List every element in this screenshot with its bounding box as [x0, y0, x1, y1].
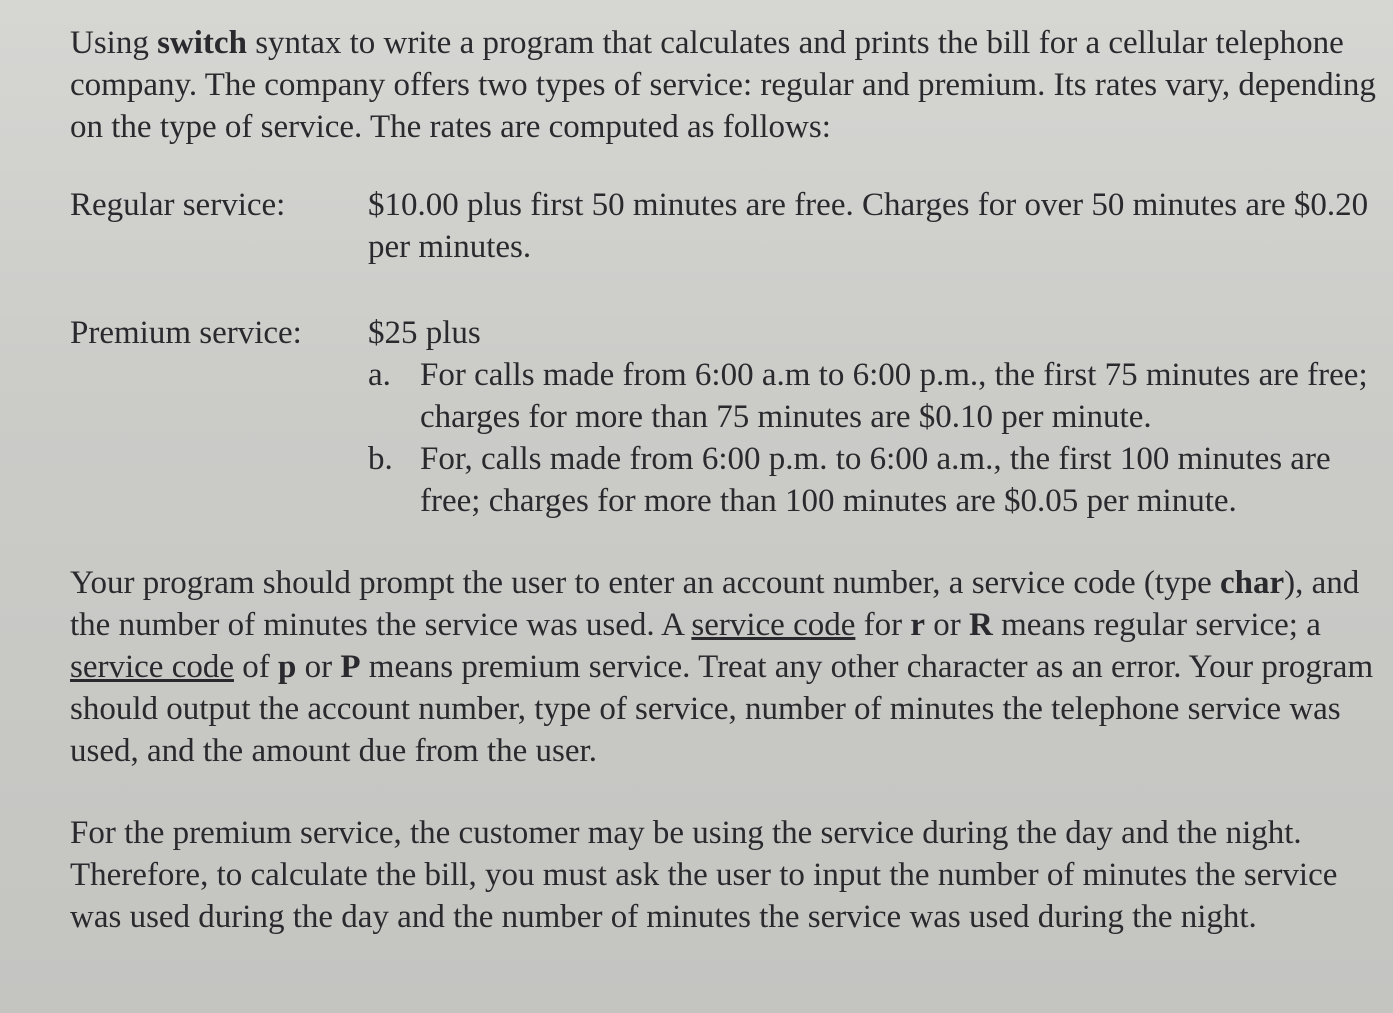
- intro-paragraph: [70, 22, 1380, 148]
- text-run: for: [855, 607, 911, 643]
- text-run: of: [234, 649, 278, 685]
- premium-item-letter: a.: [368, 357, 391, 393]
- intro-suffix: syntax to write a program that calculates and prints the bill for a cellular telephone company. The company offers two types of service: regular and premium. Its rates vary, depending on the type of service. The rates are computed as follows:: [70, 25, 1376, 145]
- premium-item-a: [368, 354, 1380, 438]
- premium-item-text: For calls made from 6:00 a.m to 6:00 p.m., the first 75 minutes are free; charges for more than 75 minutes are $0.10 per minute.: [420, 357, 1368, 435]
- premium-note-paragraph: For the premium service, the customer may be using the service during the day and the night. Therefore, to calculate the bill, you must ask the user to input the number of minutes the service was used during the day and the number of minutes the service was used during the night.: [70, 815, 1338, 935]
- prompt-paragraph: [70, 562, 1380, 772]
- text-run: or: [925, 607, 970, 643]
- premium-service-row: [70, 312, 1380, 522]
- premium-item-text: For, calls made from 6:00 p.m. to 6:00 a.m., the first 100 minutes are free; charges for more than 100 minutes are $0.05 per minute.: [420, 441, 1331, 519]
- underlined-run: service code: [70, 649, 234, 685]
- intro-prefix: Using: [70, 25, 158, 61]
- regular-service-text: $10.00 plus first 50 minutes are free. Charges for over 50 minutes are $0.20 per minutes.: [368, 187, 1369, 265]
- text-run: means premium service. Treat any other character as an error. Your program should output the account number, type of service, number of minutes the telephone service was used, and the amount due from the user.: [70, 649, 1374, 769]
- premium-service-lead: $25 plus: [368, 315, 481, 351]
- text-run: Your program should prompt the user to enter an account number, a service code (type: [70, 565, 1220, 601]
- text-run: means regular service; a: [992, 607, 1321, 643]
- premium-service-label: Premium service:: [70, 315, 302, 351]
- intro-keyword: switch: [157, 25, 247, 61]
- text-run: or: [296, 649, 341, 685]
- premium-service-body: [368, 312, 1380, 522]
- regular-service-row: [70, 184, 1380, 268]
- text-run: ), and the number of minutes the service was used. A: [70, 565, 1360, 643]
- bold-run: char: [1220, 565, 1285, 601]
- premium-item-b: [368, 438, 1380, 522]
- bold-run: p: [278, 649, 297, 685]
- underlined-run: service code: [691, 607, 856, 643]
- bold-run: P: [340, 649, 361, 685]
- bold-run: r: [910, 607, 926, 643]
- document-page: [70, 22, 1380, 938]
- premium-item-letter: b.: [368, 441, 393, 477]
- bold-run: R: [969, 607, 993, 643]
- regular-service-label: Regular service:: [70, 187, 286, 223]
